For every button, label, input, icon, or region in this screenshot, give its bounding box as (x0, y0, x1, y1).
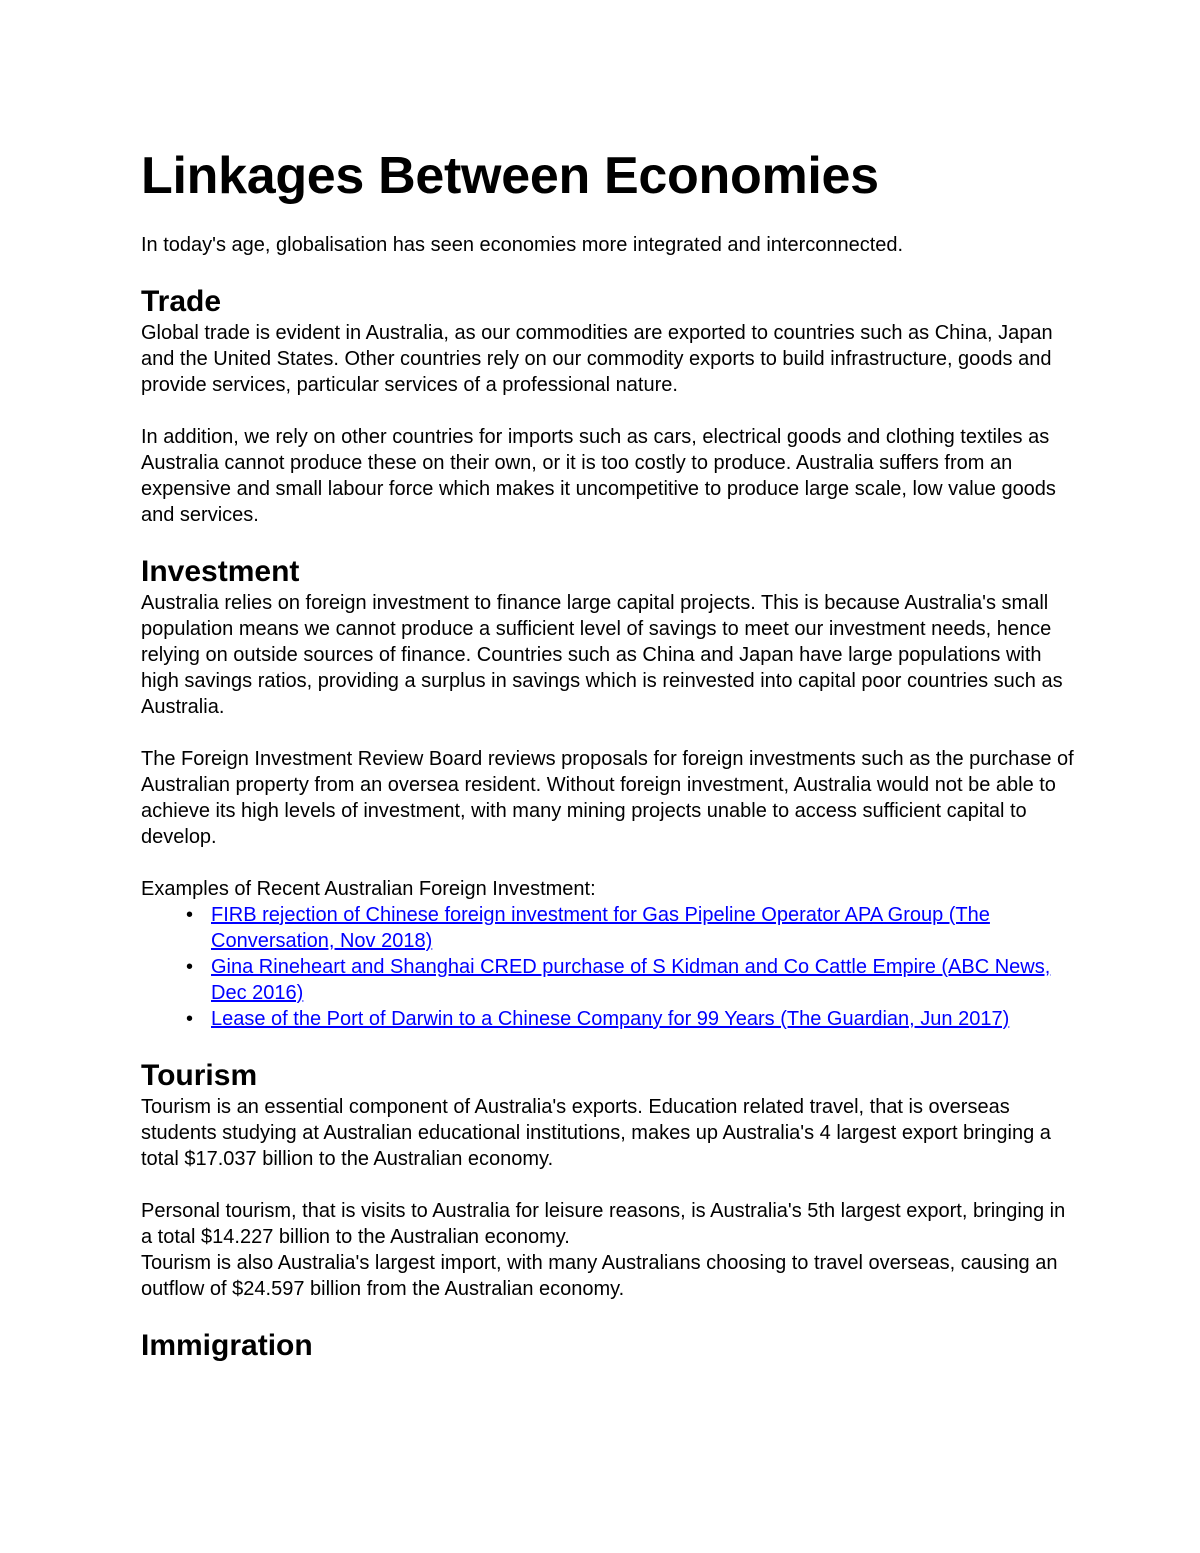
investment-section (141, 554, 1076, 1032)
trade-paragraph-2: In addition, we rely on other countries for imports such as cars, electrical goods and clothing textiles as Australia cannot produce these on their own, or it is too costly to produce. Australia suffers from an expensive and small labour force which makes it uncompetitive to produce large scale, low value goods and services. (141, 426, 1056, 526)
list-item (141, 902, 1076, 954)
investment-paragraph-1: Australia relies on foreign investment to finance large capital projects. This is because Australia's small population means we cannot produce a sufficient level of savings to meet our investment needs, hence relying on outside sources of finance. Countries such as China and Japan have large populations with high savings ratios, providing a surplus in savings which is reinvested into capital poor countries such as Australia. (141, 592, 1063, 718)
immigration-heading: Immigration (141, 1329, 313, 1362)
bullet-icon: • (186, 904, 194, 926)
link-firb-apa-group[interactable]: FIRB rejection of Chinese foreign investment for Gas Pipeline Operator APA Group (The Conversation, Nov 2018) (211, 904, 990, 952)
trade-heading: Trade (141, 285, 222, 318)
list-item (141, 1006, 1076, 1032)
link-kidman-cattle-empire[interactable]: Gina Rineheart and Shanghai CRED purchase of S Kidman and Co Cattle Empire (ABC News, Dec 2016) (211, 956, 1051, 1004)
link-port-of-darwin[interactable]: Lease of the Port of Darwin to a Chinese Company for 99 Years (The Guardian, Jun 2017) (211, 1008, 1010, 1030)
examples-list (141, 902, 1076, 1032)
investment-paragraph-2: The Foreign Investment Review Board reviews proposals for foreign investments such as the purchase of Australian property from an oversea resident. Without foreign investment, Australia would not be able to achieve its high levels of investment, with many mining projects unable to access sufficient capital to develop. (141, 748, 1074, 848)
document-page (141, 140, 1076, 1364)
tourism-paragraph-2: Personal tourism, that is visits to Australia for leisure reasons, is Australia's 5th largest export, bringing in a total $14.227 billion to the Australian economy. (141, 1200, 1066, 1248)
tourism-section (141, 1058, 1076, 1302)
intro-paragraph: In today's age, globalisation has seen economies more integrated and interconnected. (141, 234, 904, 256)
immigration-section (141, 1328, 1076, 1364)
tourism-heading: Tourism (141, 1059, 258, 1092)
list-item (141, 954, 1076, 1006)
trade-section (141, 284, 1076, 528)
bullet-icon: • (186, 956, 194, 978)
trade-paragraph-1: Global trade is evident in Australia, as our commodities are exported to countries such as China, Japan and the United States. Other countries rely on our commodity exports to build infrastructure, goods and provide services, particular services of a professional nature. (141, 322, 1053, 396)
bullet-icon: • (186, 1008, 194, 1030)
examples-label: Examples of Recent Australian Foreign Investment: (141, 878, 596, 900)
investment-heading: Investment (141, 555, 300, 588)
page-title: Linkages Between Economies (141, 147, 879, 205)
tourism-paragraph-1: Tourism is an essential component of Australia's exports. Education related travel, that is overseas students studying at Australian educational institutions, makes up Australia's 4 largest export bringing a total $17.037 billion to the Australian economy. (141, 1096, 1051, 1170)
tourism-paragraph-3: Tourism is also Australia's largest import, with many Australians choosing to travel overseas, causing an outflow of $24.597 billion from the Australian economy. (141, 1252, 1058, 1300)
